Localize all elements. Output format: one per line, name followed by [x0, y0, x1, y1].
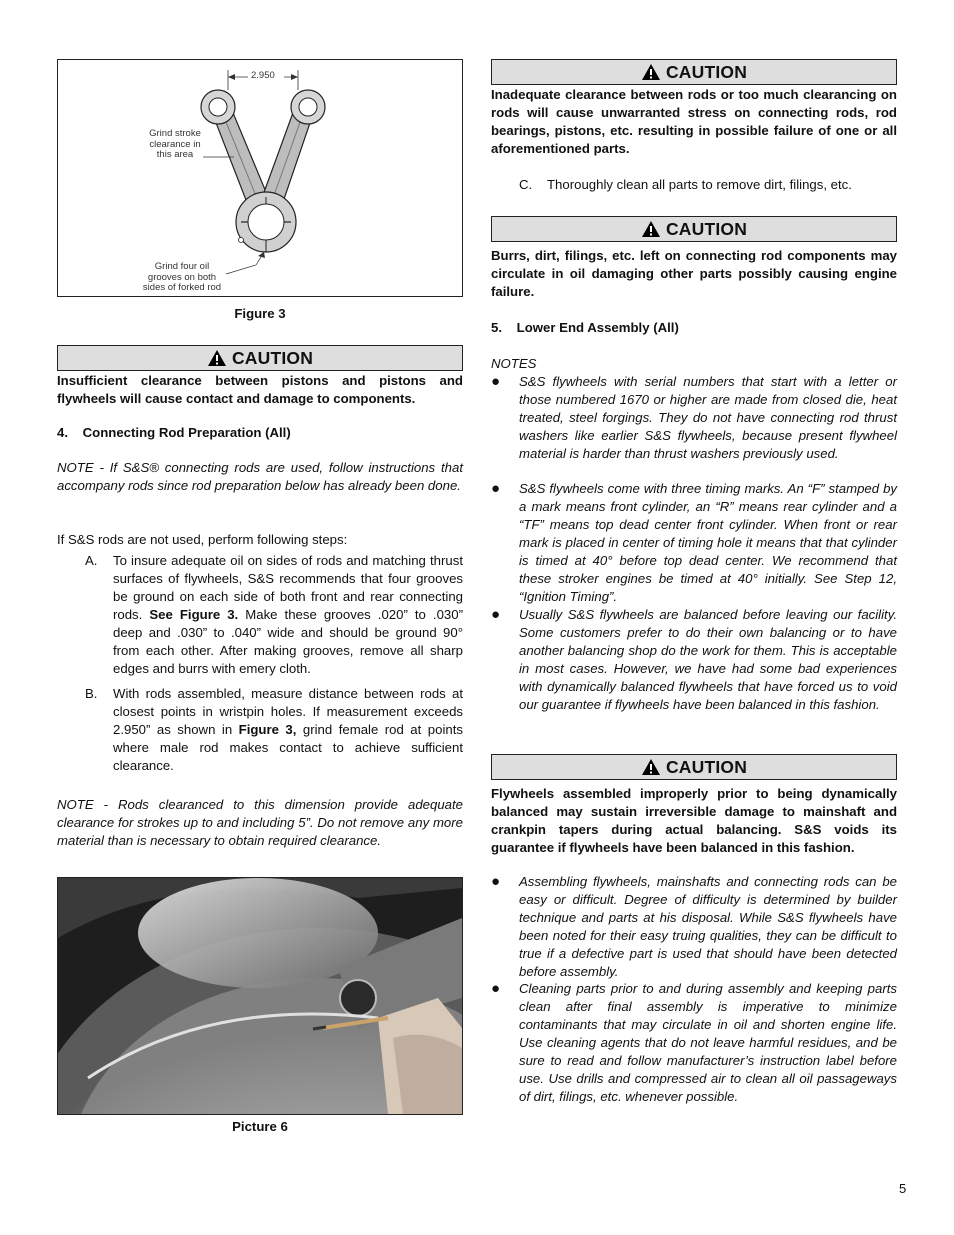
note-text: Cleaning parts prior to and during assembly and keeping parts clean after final assembly is imperative to minimize contaminants that may circulate in oil and shorten engine life. Use cleaning agents that do not leave harmful residues, and be sure to read and follow manufacturer’s instruction label before use. Use drills and compressed air to clean all oil passageways of dirt, filings, etc. whenever possible. [519, 981, 897, 1104]
caution-label: CAUTION [665, 219, 748, 239]
step-a-text: To insure adequate oil on sides of rods and matching thrust surfaces of flywheels, S&S recommends that four grooves be ground on each side of both front and rear connecting rods. See Figure 3. Make these grooves .020” to .030” deep and .030” to .040” wide and should be ground 90° from each other. After making grooves, remove all sharp edges and burrs with emery cloth. [113, 553, 463, 676]
note-text: S&S flywheels come with three timing marks. An “F” stamped by a mark means front cylinder, an “R” means rear cylinder and a “TF” means top dead center front cylinder. When front or rear mark is placed in center of timing hole it means that that cylinder is timed at 40° before top dead center. We recommend that these stroker engines be timed at 40° initially. See Step 12, “Ignition Timing”. [519, 481, 897, 604]
page-number: 5 [899, 1181, 907, 1196]
warning-icon [641, 758, 661, 776]
warning-icon [641, 63, 661, 81]
picture-6-caption: Picture 6 [232, 1119, 288, 1134]
notes-heading: NOTES [491, 356, 537, 371]
note-clearance: NOTE - Rods clearanced to this dimension provide adequate clearance for strokes up to and including 5”. Do not remove any more material than is necessary to obtain required clearance. [57, 797, 463, 848]
warning-icon [207, 349, 227, 367]
bullet-icon: ● [491, 606, 501, 623]
flywheel-photo [58, 878, 462, 1114]
step-a-letter: A. [85, 553, 98, 568]
bullet-icon: ● [491, 873, 501, 890]
note-text: S&S flywheels with serial numbers that start with a letter or those numbered 1670 or higher are made from closed die, heat treated, steel forgings. They do not have connecting rod thrust washers like earlier S&S flywheels, because present flywheel material is harder than thrust washers previously used. [519, 374, 897, 461]
note-item [491, 480, 897, 606]
figure-3 [57, 59, 463, 297]
caution-label: CAUTION [665, 62, 748, 82]
connecting-rods-diagram [58, 60, 462, 296]
label-grind-oil: Grind four oil grooves on both sides of forked rod [142, 261, 222, 293]
note-text: Usually S&S flywheels are balanced before leaving our facility. Some customers prefer to do their own balancing or to have another balancing shop do the work for them. This is acceptable in most cases. However, we have had some bad experiences with dynamically balanced flywheels that have forced us to void our guarantee if flywheels have been balanced in this fashion. [519, 607, 897, 712]
caution-banner-2 [491, 59, 897, 85]
caution-text-4: Flywheels assembled improperly prior to being dynamically balanced may sustain irreversible damage to mainshaft and crankpin tapers during actual balancing. S&S voids its guarantee if flywheels have been balanced in this fashion. [491, 786, 897, 855]
section-4-title: 4. Connecting Rod Preparation (All) [57, 425, 291, 440]
caution-label: CAUTION [231, 348, 314, 368]
note-item [491, 373, 897, 481]
note-item [491, 980, 897, 1106]
bullet-icon: ● [491, 480, 501, 497]
note-rods: NOTE - If S&S® connecting rods are used, follow instructions that accompany rods since rod preparation below has already been done. [57, 460, 463, 493]
dimension-label: 2.950 [251, 70, 275, 81]
note-item [491, 606, 897, 732]
step-c-letter: C. [519, 177, 533, 192]
caution-text-2: Inadequate clearance between rods or too much clearancing on rods will cause unwarranted stress on connecting rods, rod bearings, pistons, etc. resulting in possible failure of one or all aforementioned parts. [491, 87, 897, 156]
note-item [491, 873, 897, 981]
step-b-text: With rods assembled, measure distance between rods at closest points in wristpin holes. If measurement exceeds 2.950” as shown in Figure 3, grind female rod at points where male rod makes contact to achieve sufficient clearance. [113, 686, 463, 773]
step-c-text: Thoroughly clean all parts to remove dirt, filings, etc. [547, 177, 852, 192]
caution-banner-4 [491, 754, 897, 780]
note-text: Assembling flywheels, mainshafts and connecting rods can be easy or difficult. Degree of difficulty is determined by builder technique and parts at his disposal. While S&S flywheels have been noted for their easy truing qualities, they can be difficult to true if a defective part is used that should have been detected before assembly. [519, 874, 897, 979]
step-b [85, 685, 463, 775]
step-a [85, 552, 463, 678]
figure-3-ref: Figure 3, [238, 722, 297, 737]
bullet-icon: ● [491, 980, 501, 997]
figure-3-ref: See Figure 3. [149, 607, 239, 622]
warning-icon [641, 220, 661, 238]
picture-6 [57, 877, 463, 1115]
intro-text: If S&S rods are not used, perform following steps: [57, 532, 348, 547]
label-grind-stroke: Grind stroke clearance in this area [149, 128, 201, 160]
caution-banner-3 [491, 216, 897, 242]
figure-3-caption: Figure 3 [234, 306, 286, 321]
caution-text-3: Burrs, dirt, filings, etc. left on connecting rod components may circulate in oil damaging other parts possibly causing engine failure. [491, 248, 897, 299]
caution-text-1: Insufficient clearance between pistons and pistons and flywheels will cause contact and damage to components. [57, 373, 463, 406]
bullet-icon: ● [491, 373, 501, 390]
step-b-letter: B. [85, 686, 98, 701]
caution-label: CAUTION [665, 757, 748, 777]
caution-banner-1 [57, 345, 463, 371]
step-c [519, 176, 897, 194]
section-5-title: 5. Lower End Assembly (All) [491, 320, 679, 335]
